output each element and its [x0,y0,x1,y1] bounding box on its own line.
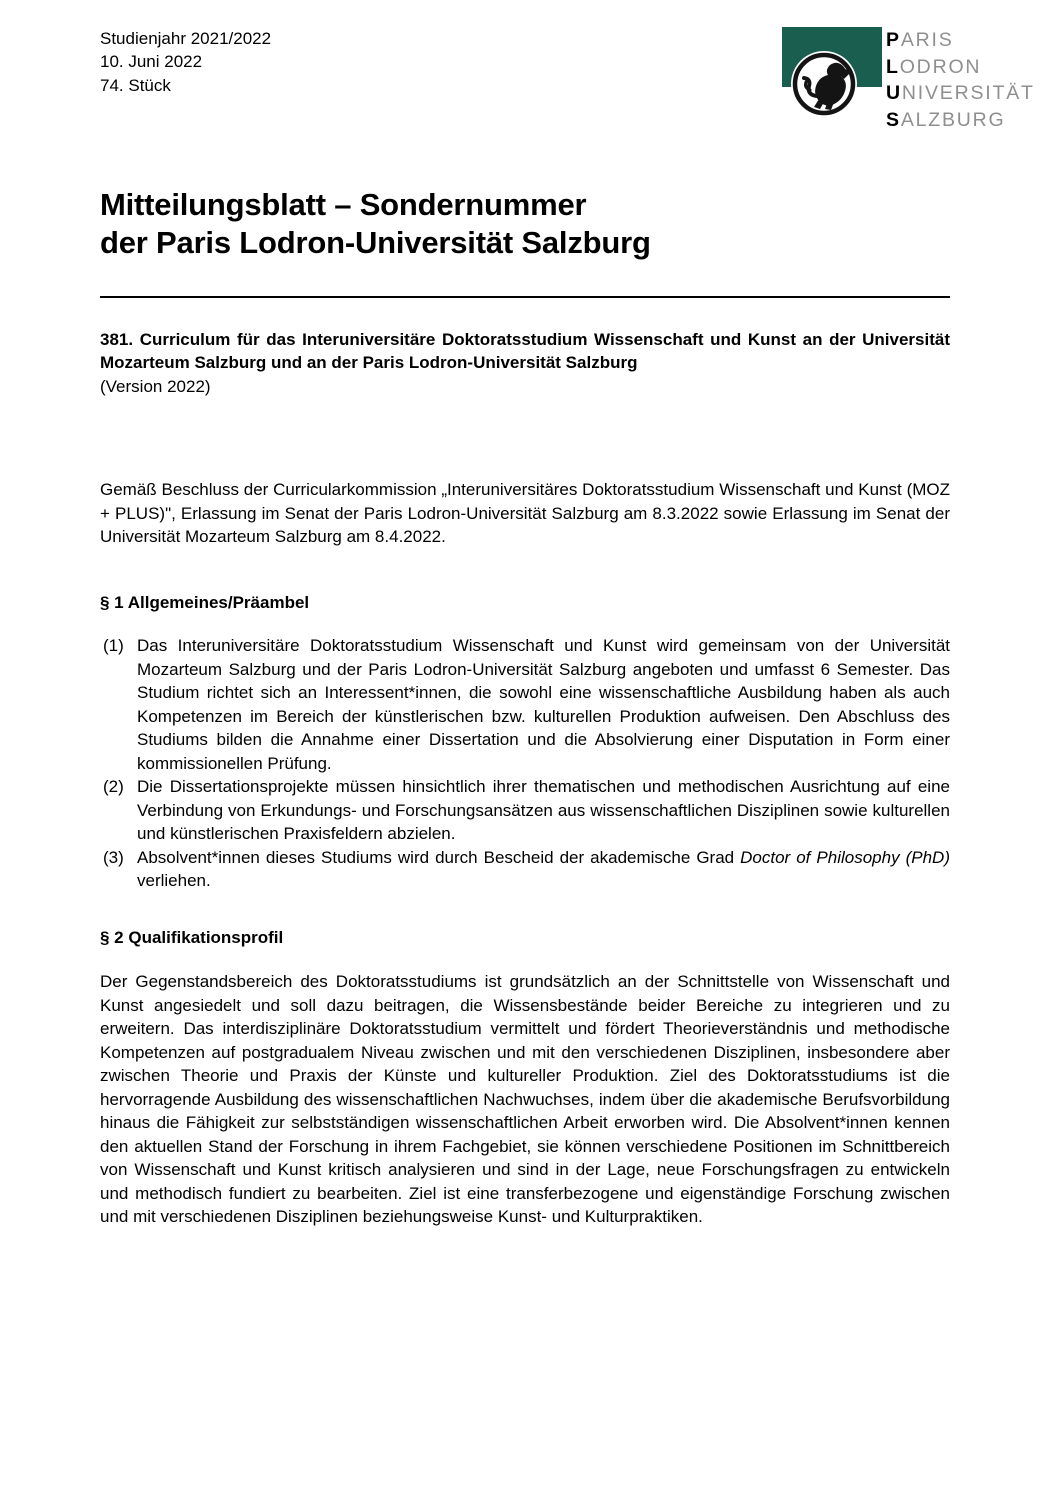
academic-degree-italic: Doctor of Philosophy (PhD) [740,847,950,867]
logo-initial: P [886,29,901,51]
section-1-list [100,634,950,893]
page-title-line2: der Paris Lodron-Universität Salzburg [100,224,651,260]
list-item-2 [100,775,950,846]
logo-wordmark [886,27,1035,133]
logo-line-salzburg [886,107,1035,134]
logo-line-lodron [886,54,1035,81]
list-item-3-text-before: Absolvent*innen dieses Studiums wird durch Bescheid der akademische Grad [137,847,741,867]
section-2-heading: § 2 Qualifikationsprofil [100,927,284,947]
list-item-2-text: Die Dissertationsprojekte müssen hinsichtlich ihrer thematischen und methodischen Ausrichtung auf eine Verbindung von Erkundungs- und Forschungsansätzen aus wissenschaftlichen Disziplinen sowie kulturellen und künstlerischen Praxisfeldern abzielen. [137,777,950,844]
decree-intro-paragraph: Gemäß Beschluss der Curricularkommission „Interuniversitäres Doktoratsstudium Wissenschaft und Kunst (MOZ + PLUS)", Erlassung im Senat der Paris Lodron-Universität Salzburg am 8.3.2022 sowie Erlassung im Senat der Universität Mozarteum Salzburg am 8.4.2022. [100,480,950,547]
meta-issue-number: 74. Stück [100,75,171,95]
list-item-3-marker: (3) [103,847,124,867]
logo-rest: NIVERSITÄT [901,82,1035,104]
list-item-2-marker: (2) [103,777,124,797]
decree-version: (Version 2022) [100,376,211,396]
logo-rest: ODRON [899,55,982,78]
list-item-1-text: Das Interuniversitäre Doktoratsstudium Wissenschaft und Kunst wird gemeinsam von der Universität Mozarteum Salzburg und der Paris Lodron-Universität Salzburg angeboten und umfasst 6 Semester. Das Studium richtet sich an Interessent*innen, die sowohl eine wissenschaftliche Ausbildung haben als auch Kompetenzen im Bereich der künstlerischen bzw. kulturellen Produktion aufweisen. Den Abschluss des Studiums bilden die Annahme einer Dissertation und die Absolvierung einer Disputation in Form einer kommissionellen Prüfung. [137,636,950,773]
logo-line-paris [886,27,1035,54]
meta-date: 10. Juni 2022 [100,52,203,72]
page-title [100,186,950,262]
meta-studienjahr: Studienjahr 2021/2022 [100,29,272,48]
section-2-paragraph: Der Gegenstandsbereich des Doktoratsstudiums ist grundsätzlich an der Schnittstelle von Wissenschaft und Kunst angesiedelt und soll dazu beitragen, die Wissensbestände beider Bereiche zu integrieren und zu erweitern. Das interdisziplinäre Doktoratsstudium vermittelt und fördert Theorieverständnis und methodische Kompetenzen auf postgradualem Niveau zwischen und mit den verschiedenen Disziplinen, insbesondere aber zwischen Theorie und Praxis der Künste und kultureller Produktion. Ziel des Doktoratsstudiums ist die hervorragende Ausbildung des wissenschaftlichen Nachwuchses, indem über die akademische Berufsvorbildung hinaus die Fähigkeit zur selbstständigen wissenschaftlichen Arbeit erworben wird. Die Absolvent*innen kennen den aktuellen Stand der Forschung in ihrem Fachgebiet, sie können verschiedene Positionen im Schnittbereich von Wissenschaft und Kunst kritisch analysieren und sind in der Lage, neue Forschungsfragen zu entwickeln und methodisch fundiert zu bearbeiten. Ziel ist eine transferbezogene und eigenständige Forschung zwischen und mit verschiedenen Disziplinen beziehungsweise Kunst- und Kulturpraktiken. [100,972,950,1227]
divider-rule [100,296,950,298]
decree-number-heading: 381. Curriculum für das Interuniversitäre Doktoratsstudium Wissenschaft und Kunst an der Universität Mozarteum Salzburg und an der Paris Lodron-Universität Salzburg [100,329,950,373]
section-1-heading: § 1 Allgemeines/Präambel [100,592,310,612]
logo-initial: L [886,55,900,78]
list-item-3 [100,846,950,893]
page-title-line1: Mitteilungsblatt – Sondernummer [100,186,587,222]
logo-line-universitaet [886,80,1035,107]
lion-seal-icon [790,50,858,118]
logo-rest: ARIS [900,29,954,51]
decree-heading-block [100,328,950,399]
university-logo [782,27,1042,139]
list-item-3-text [137,846,950,893]
logo-initial: S [886,108,901,131]
list-item-1-marker: (1) [103,636,124,656]
list-item-3-text-after: verliehen. [137,871,211,891]
logo-initial: U [886,82,902,104]
list-item-1 [100,634,950,775]
logo-rest: ALZBURG [900,108,1006,131]
